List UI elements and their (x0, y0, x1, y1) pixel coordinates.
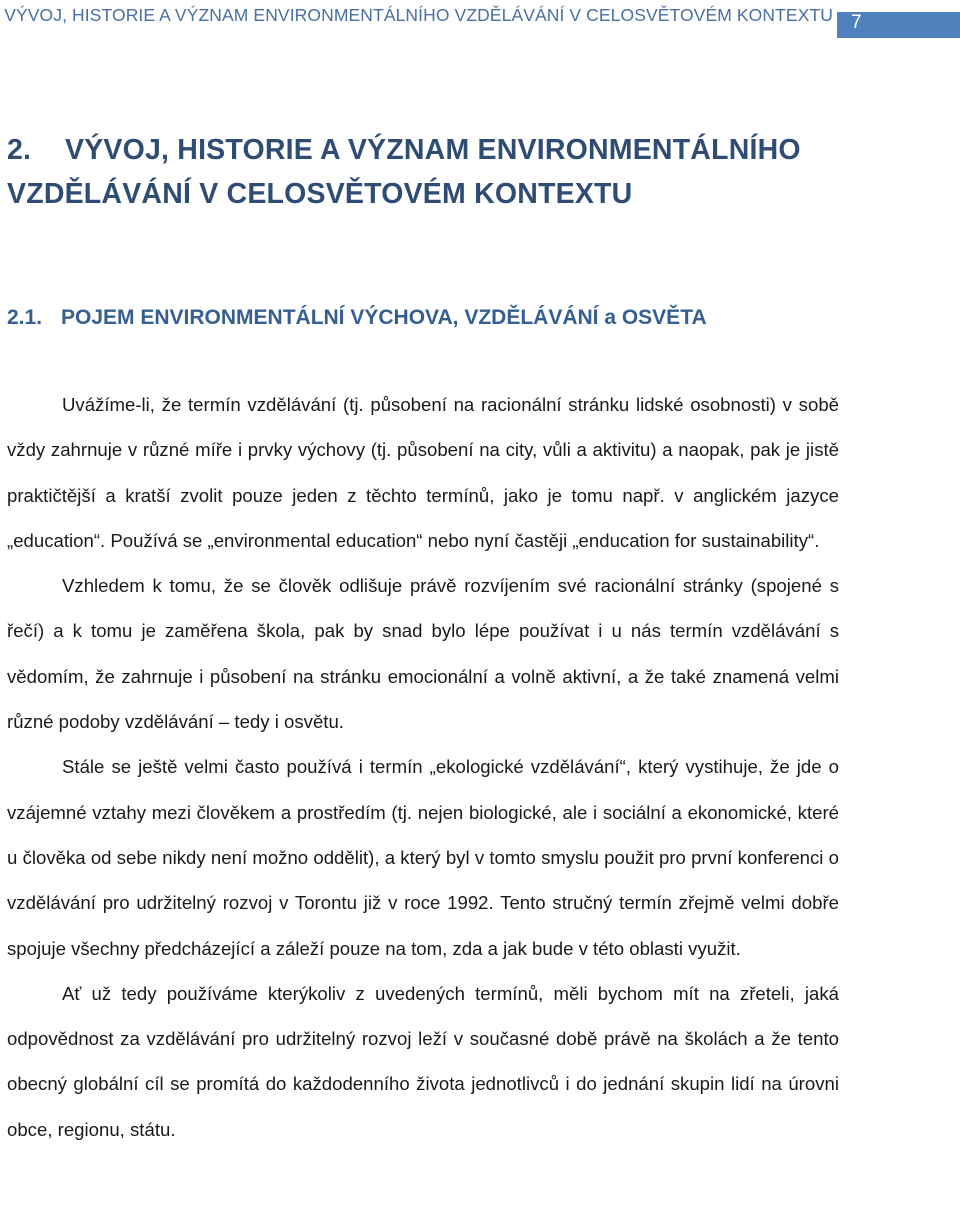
paragraph: Ať už tedy používáme kterýkoliv z uvedených termínů, měli bychom mít na zřeteli, jaká odpovědnost za vzdělávání pro udržitelný rozvoj leží v současné době právě na školách a že tento obecný globální cíl se promítá do každodenního života jednotlivců i do jednání skupin lidí na úrovni obce, regionu, státu. (7, 982, 839, 1140)
running-header-title: VÝVOJ, HISTORIE A VÝZNAM ENVIRONMENTÁLNÍHO VZDĚLÁVÁNÍ V CELOSVĚTOVÉM KONTEXTU (4, 5, 833, 25)
body-text (7, 382, 839, 1152)
chapter-title: VÝVOJ, HISTORIE A VÝZNAM ENVIRONMENTÁLNÍHO VZDĚLÁVÁNÍ V CELOSVĚTOVÉM KONTEXTU (7, 134, 801, 210)
page-number: 7 (851, 12, 862, 33)
chapter-number: 2. (7, 134, 32, 166)
section-title: POJEM ENVIRONMENTÁLNÍ VÝCHOVA, VZDĚLÁVÁNÍ a OSVĚTA (61, 306, 707, 329)
paragraph: Vzhledem k tomu, že se člověk odlišuje právě rozvíjením své racionální stránky (spojené s řečí) a k tomu je zaměřena škola, pak by snad bylo lépe používat i u nás termín vzdělávání s vědomím, že zahrnuje i působení na stránku emocionální a volně aktivní, a že také znamená velmi různé podoby vzdělávání – tedy i osvětu. (7, 575, 839, 733)
section-heading (7, 302, 867, 334)
paragraph: Stále se ještě velmi často používá i termín „ekologické vzdělávání“, který vystihuje, že jde o vzájemné vztahy mezi člověkem a prostředím (tj. nejen biologické, ale i sociální a ekonomické, které u člověka od sebe nikdy není možno oddělit), a který byl v tomto smyslu použit pro první konferenci o vzdělávání pro udržitelný rozvoj v Torontu již v roce 1992. Tento stručný termín zřejmě velmi dobře spojuje všechny předcházející a záleží pouze na tom, zda a jak bude v této oblasti využit. (7, 756, 839, 959)
paragraph: Uvážíme-li, že termín vzdělávání (tj. působení na racionální stránku lidské osobnosti) v sobě vždy zahrnuje v různé míře i prvky výchovy (tj. působení na city, vůli a aktivitu) a naopak, pak je jistě praktičtější a kratší zvolit pouze jeden z těchto termínů, jako je tomu např. v anglickém jazyce „education“. Používá se „environmental education“ nebo nyní častěji „enducation for sustainability“. (7, 394, 839, 551)
section-number: 2.1. (7, 306, 43, 329)
chapter-heading (7, 128, 867, 216)
